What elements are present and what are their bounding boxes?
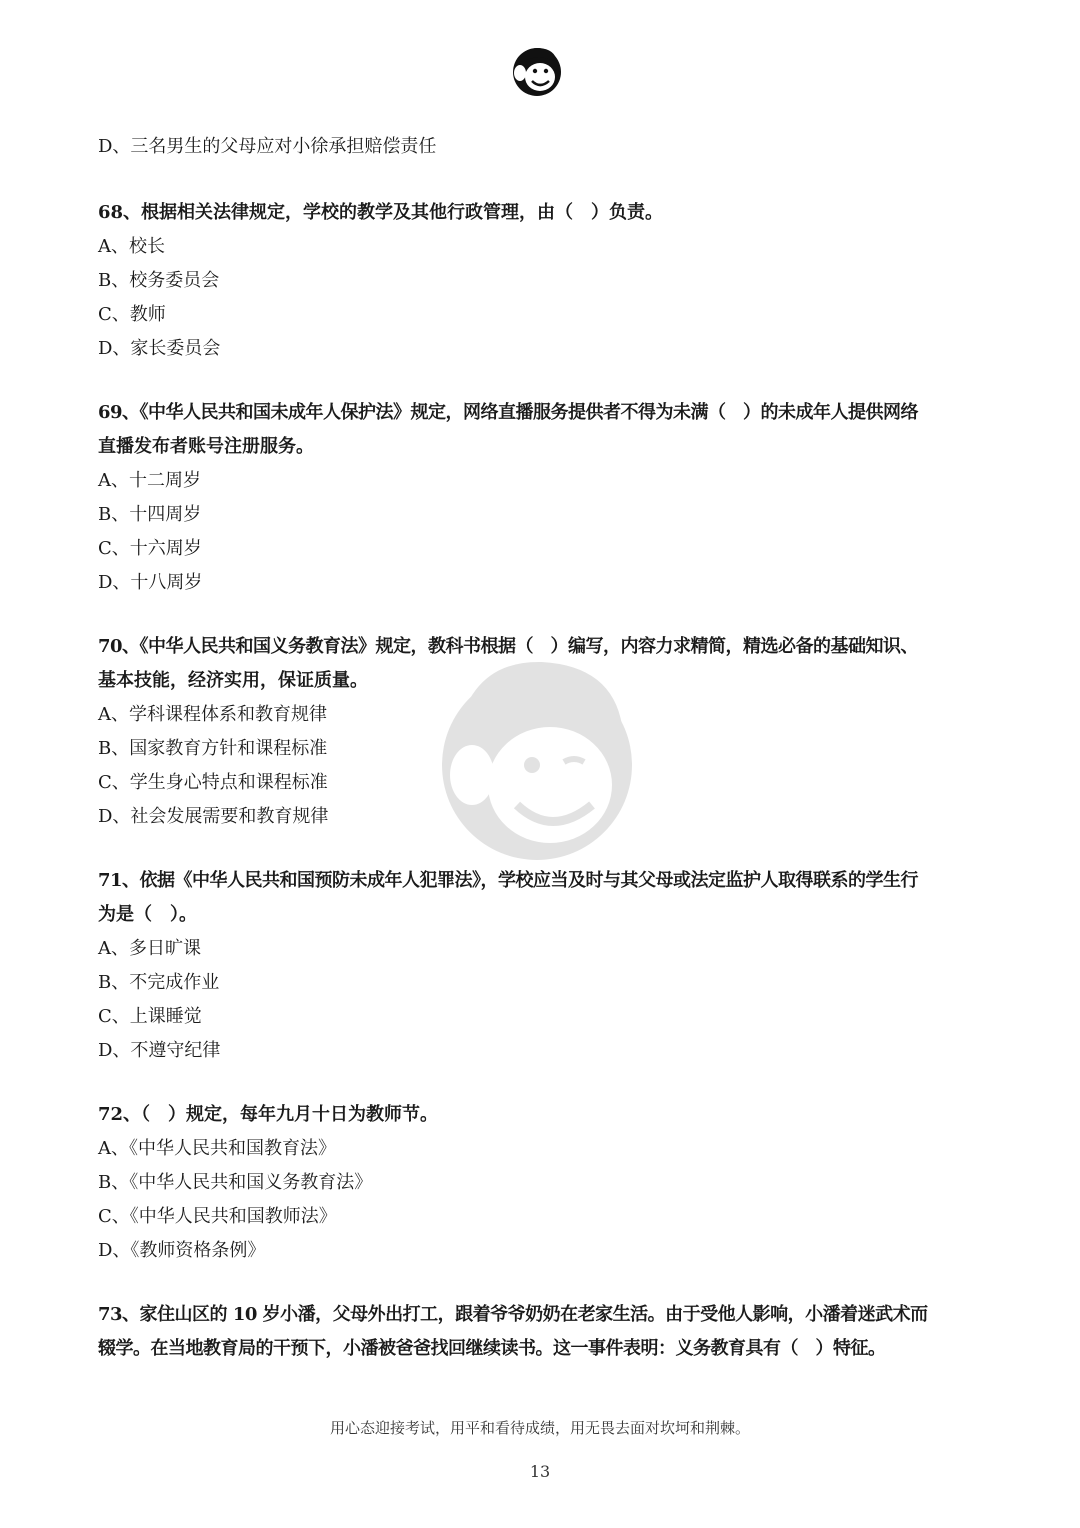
question-70-stem <box>98 630 988 698</box>
question-71-option-c: C、上课睡觉 <box>98 1006 202 1027</box>
question-72-option-d: D、《教师资格条例》 <box>98 1240 266 1261</box>
question-71-option-b: B、不完成作业 <box>98 972 220 993</box>
question-list <box>98 130 988 1366</box>
question-73-stem <box>98 1298 988 1366</box>
page-number: 13 <box>529 1462 551 1481</box>
question-70-option-a: A、学科课程体系和教育规律 <box>98 704 327 725</box>
question-69-stem-line-1: 69、《中华人民共和国未成年人保护法》规定，网络直播服务提供者不得为未满（ ）的未成年人提供网络 <box>98 402 919 423</box>
question-68-option-c: C、教师 <box>98 304 166 325</box>
question-71-stem-line-1: 71、依据《中华人民共和国预防未成年人犯罪法》，学校应当及时与其父母或法定监护人取得联系的学生行 <box>98 870 919 891</box>
question-71-option-a: A、多日旷课 <box>98 938 201 959</box>
question-69-option-b: B、十四周岁 <box>98 504 202 525</box>
question-71-option-d: D、不遵守纪律 <box>98 1040 221 1061</box>
question-68-option-b: B、校务委员会 <box>98 270 220 291</box>
question-71-stem-line-2: 为是（ ）。 <box>98 904 197 925</box>
question-72-option-c: C、《中华人民共和国教师法》 <box>98 1206 337 1227</box>
question-70-option-d: D、社会发展需要和教育规律 <box>98 806 329 827</box>
question-72-option-a: A、《中华人民共和国教育法》 <box>98 1138 336 1159</box>
question-69-option-a: A、十二周岁 <box>98 470 201 491</box>
question-69-option-d: D、十八周岁 <box>98 572 203 593</box>
carry-over-option-d: D、三名男生的父母应对小徐承担赔偿责任 <box>98 136 437 157</box>
monkey-mascot-icon <box>507 40 567 100</box>
question-70-stem-line-2: 基本技能，经济实用，保证质量。 <box>98 670 368 691</box>
question-68-option-a: A、校长 <box>98 236 165 257</box>
question-69-stem-line-2: 直播发布者账号注册服务。 <box>98 436 314 457</box>
question-69-stem <box>98 396 988 464</box>
footer-motto: 用心态迎接考试，用平和看待成绩，用无畏去面对坎坷和荆棘。 <box>329 1419 750 1437</box>
question-70-option-b: B、国家教育方针和课程标准 <box>98 738 328 759</box>
question-73-stem-line-1: 73、家住山区的 10 岁小潘，父母外出打工，跟着爷爷奶奶在老家生活。由于受他人影响，小潘着迷武术而 <box>98 1304 928 1325</box>
question-71-stem <box>98 864 988 932</box>
question-70-option-c: C、学生身心特点和课程标准 <box>98 772 328 793</box>
question-70-stem-line-1: 70、《中华人民共和国义务教育法》规定，教科书根据（ ）编写，内容力求精简，精选必备的基础知识、 <box>98 636 919 657</box>
question-68-stem: 68、根据相关法律规定，学校的教学及其他行政管理，由（ ）负责。 <box>98 202 664 223</box>
question-69-option-c: C、十六周岁 <box>98 538 202 559</box>
question-72-stem: 72、（ ）规定，每年九月十日为教师节。 <box>98 1104 439 1125</box>
question-73-stem-line-2: 辍学。在当地教育局的干预下，小潘被爸爸找回继续读书。这一事件表明：义务教育具有（ ）特征。 <box>98 1338 886 1359</box>
question-72-option-b: B、《中华人民共和国义务教育法》 <box>98 1172 373 1193</box>
question-68-option-d: D、家长委员会 <box>98 338 221 359</box>
